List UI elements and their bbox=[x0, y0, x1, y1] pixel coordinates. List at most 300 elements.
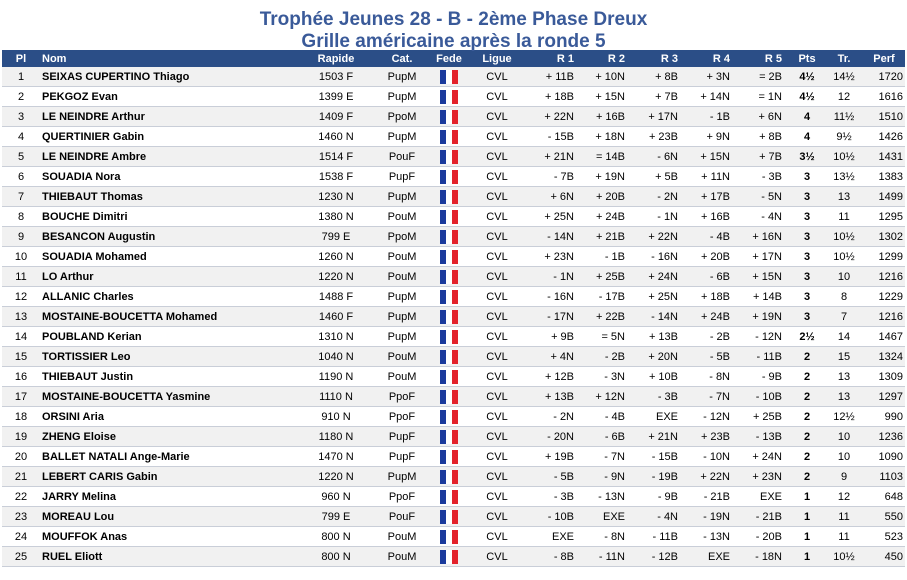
table-row bbox=[2, 467, 905, 487]
round-2-result: - 4B bbox=[581, 407, 632, 427]
player-category: PpoF bbox=[377, 487, 427, 507]
round-2-result: + 10N bbox=[581, 67, 632, 87]
round-3-result: + 17N bbox=[632, 107, 685, 127]
player-tiebreak: 10½ bbox=[825, 227, 863, 247]
player-tiebreak: 10 bbox=[825, 427, 863, 447]
player-league: CVL bbox=[471, 167, 523, 187]
col-header-rapide: Rapide bbox=[295, 50, 377, 67]
player-performance: 1236 bbox=[863, 427, 905, 447]
round-2-result: + 24B bbox=[581, 207, 632, 227]
round-3-result: + 25N bbox=[632, 287, 685, 307]
player-rank: 25 bbox=[2, 547, 40, 567]
player-federation bbox=[427, 467, 471, 487]
player-category: PouM bbox=[377, 207, 427, 227]
player-name: SOUADIA Nora bbox=[40, 167, 295, 187]
round-4-result: + 14N bbox=[685, 87, 737, 107]
player-points: 3½ bbox=[789, 147, 825, 167]
round-3-result: + 7B bbox=[632, 87, 685, 107]
round-5-result: - 3B bbox=[737, 167, 789, 187]
player-tiebreak: 13 bbox=[825, 367, 863, 387]
player-federation bbox=[427, 427, 471, 447]
player-performance: 1229 bbox=[863, 287, 905, 307]
player-category: PouM bbox=[377, 367, 427, 387]
player-points: 1 bbox=[789, 507, 825, 527]
round-4-result: - 7N bbox=[685, 387, 737, 407]
player-name: BOUCHE Dimitri bbox=[40, 207, 295, 227]
player-name: BESANCON Augustin bbox=[40, 227, 295, 247]
round-4-result: + 16B bbox=[685, 207, 737, 227]
player-points: 3 bbox=[789, 187, 825, 207]
table-row bbox=[2, 107, 905, 127]
player-federation bbox=[427, 227, 471, 247]
player-league: CVL bbox=[471, 127, 523, 147]
player-rank: 4 bbox=[2, 127, 40, 147]
player-tiebreak: 9½ bbox=[825, 127, 863, 147]
player-federation bbox=[427, 247, 471, 267]
player-rating: 1470 N bbox=[295, 447, 377, 467]
player-rating: 1180 N bbox=[295, 427, 377, 447]
player-rank: 15 bbox=[2, 347, 40, 367]
round-2-result: = 5N bbox=[581, 327, 632, 347]
player-category: PupM bbox=[377, 467, 427, 487]
player-federation bbox=[427, 327, 471, 347]
player-name: POUBLAND Kerian bbox=[40, 327, 295, 347]
round-4-result: + 18B bbox=[685, 287, 737, 307]
player-league: CVL bbox=[471, 187, 523, 207]
round-4-result: - 12N bbox=[685, 407, 737, 427]
page-subtitle: Grille américaine après la ronde 5 bbox=[301, 31, 606, 52]
round-5-result: + 8B bbox=[737, 127, 789, 147]
round-4-result: - 2B bbox=[685, 327, 737, 347]
player-tiebreak: 12½ bbox=[825, 407, 863, 427]
page-title: Trophée Jeunes 28 - B - 2ème Phase Dreux bbox=[259, 9, 648, 30]
france-flag-icon bbox=[440, 370, 458, 384]
player-points: 4 bbox=[789, 107, 825, 127]
player-federation bbox=[427, 307, 471, 327]
player-tiebreak: 10 bbox=[825, 267, 863, 287]
player-rating: 1380 N bbox=[295, 207, 377, 227]
round-5-result: = 1N bbox=[737, 87, 789, 107]
round-1-result: + 21N bbox=[523, 147, 581, 167]
player-rank: 8 bbox=[2, 207, 40, 227]
player-performance: 550 bbox=[863, 507, 905, 527]
round-1-result: + 4N bbox=[523, 347, 581, 367]
player-category: PouM bbox=[377, 527, 427, 547]
player-rank: 11 bbox=[2, 267, 40, 287]
round-2-result: = 14B bbox=[581, 147, 632, 167]
player-league: CVL bbox=[471, 247, 523, 267]
table-row bbox=[2, 407, 905, 427]
round-3-result: + 10B bbox=[632, 367, 685, 387]
player-tiebreak: 9 bbox=[825, 467, 863, 487]
player-league: CVL bbox=[471, 327, 523, 347]
player-federation bbox=[427, 347, 471, 367]
player-points: 2 bbox=[789, 367, 825, 387]
round-1-result: + 22N bbox=[523, 107, 581, 127]
round-3-result: - 19B bbox=[632, 467, 685, 487]
france-flag-icon bbox=[440, 70, 458, 84]
player-performance: 1616 bbox=[863, 87, 905, 107]
france-flag-icon bbox=[440, 250, 458, 264]
round-2-result: - 17B bbox=[581, 287, 632, 307]
player-league: CVL bbox=[471, 527, 523, 547]
round-3-result: - 1N bbox=[632, 207, 685, 227]
player-tiebreak: 8 bbox=[825, 287, 863, 307]
round-4-result: EXE bbox=[685, 547, 737, 567]
player-tiebreak: 13 bbox=[825, 187, 863, 207]
round-3-result: - 3B bbox=[632, 387, 685, 407]
france-flag-icon bbox=[440, 150, 458, 164]
player-rank: 2 bbox=[2, 87, 40, 107]
player-category: PupF bbox=[377, 427, 427, 447]
round-1-result: - 5B bbox=[523, 467, 581, 487]
player-points: 1 bbox=[789, 487, 825, 507]
player-performance: 1467 bbox=[863, 327, 905, 347]
col-header-r2: R 2 bbox=[581, 50, 632, 67]
round-1-result: + 12B bbox=[523, 367, 581, 387]
player-performance: 1309 bbox=[863, 367, 905, 387]
round-5-result: + 6N bbox=[737, 107, 789, 127]
round-3-result: EXE bbox=[632, 407, 685, 427]
round-5-result: + 25B bbox=[737, 407, 789, 427]
round-5-result: + 14B bbox=[737, 287, 789, 307]
player-rank: 10 bbox=[2, 247, 40, 267]
col-header-pts: Pts bbox=[789, 50, 825, 67]
player-league: CVL bbox=[471, 107, 523, 127]
player-tiebreak: 11½ bbox=[825, 107, 863, 127]
player-rating: 1460 N bbox=[295, 127, 377, 147]
round-1-result: - 7B bbox=[523, 167, 581, 187]
round-3-result: + 21N bbox=[632, 427, 685, 447]
player-points: 1 bbox=[789, 547, 825, 567]
player-category: PouM bbox=[377, 247, 427, 267]
round-3-result: - 2N bbox=[632, 187, 685, 207]
player-tiebreak: 13 bbox=[825, 387, 863, 407]
france-flag-icon bbox=[440, 270, 458, 284]
france-flag-icon bbox=[440, 330, 458, 344]
round-4-result: + 9N bbox=[685, 127, 737, 147]
player-category: PupM bbox=[377, 307, 427, 327]
round-2-result: + 20B bbox=[581, 187, 632, 207]
round-1-result: - 20N bbox=[523, 427, 581, 447]
player-tiebreak: 10 bbox=[825, 447, 863, 467]
table-row bbox=[2, 227, 905, 247]
col-header-tr: Tr. bbox=[825, 50, 863, 67]
player-league: CVL bbox=[471, 507, 523, 527]
round-5-result: - 10B bbox=[737, 387, 789, 407]
table-row bbox=[2, 127, 905, 147]
player-name: SOUADIA Mohamed bbox=[40, 247, 295, 267]
player-rating: 1399 E bbox=[295, 87, 377, 107]
table-row bbox=[2, 447, 905, 467]
player-league: CVL bbox=[471, 207, 523, 227]
player-rank: 7 bbox=[2, 187, 40, 207]
player-rank: 16 bbox=[2, 367, 40, 387]
player-performance: 1324 bbox=[863, 347, 905, 367]
player-rank: 17 bbox=[2, 387, 40, 407]
player-league: CVL bbox=[471, 87, 523, 107]
player-rating: 799 E bbox=[295, 227, 377, 247]
player-rank: 5 bbox=[2, 147, 40, 167]
player-points: 2 bbox=[789, 407, 825, 427]
player-performance: 1216 bbox=[863, 307, 905, 327]
player-rating: 800 N bbox=[295, 547, 377, 567]
col-header-ligue: Ligue bbox=[471, 50, 523, 67]
round-1-result: - 10B bbox=[523, 507, 581, 527]
round-1-result: - 1N bbox=[523, 267, 581, 287]
player-federation bbox=[427, 147, 471, 167]
round-3-result: - 16N bbox=[632, 247, 685, 267]
france-flag-icon bbox=[440, 230, 458, 244]
round-5-result: + 7B bbox=[737, 147, 789, 167]
france-flag-icon bbox=[440, 290, 458, 304]
round-5-result: + 17N bbox=[737, 247, 789, 267]
player-name: THIEBAUT Thomas bbox=[40, 187, 295, 207]
round-2-result: + 19N bbox=[581, 167, 632, 187]
player-performance: 1720 bbox=[863, 67, 905, 87]
round-4-result: + 11N bbox=[685, 167, 737, 187]
col-header-r3: R 3 bbox=[632, 50, 685, 67]
france-flag-icon bbox=[440, 310, 458, 324]
round-5-result: + 15N bbox=[737, 267, 789, 287]
col-header-fede: Fede bbox=[427, 50, 471, 67]
round-5-result: + 19N bbox=[737, 307, 789, 327]
standings-table bbox=[2, 50, 905, 567]
player-rank: 21 bbox=[2, 467, 40, 487]
round-4-result: - 8N bbox=[685, 367, 737, 387]
round-2-result: + 21B bbox=[581, 227, 632, 247]
player-name: QUERTINIER Gabin bbox=[40, 127, 295, 147]
col-header-perf: Perf bbox=[863, 50, 905, 67]
player-name: THIEBAUT Justin bbox=[40, 367, 295, 387]
player-rank: 3 bbox=[2, 107, 40, 127]
player-tiebreak: 11 bbox=[825, 207, 863, 227]
player-rank: 20 bbox=[2, 447, 40, 467]
round-4-result: + 22N bbox=[685, 467, 737, 487]
player-performance: 1510 bbox=[863, 107, 905, 127]
table-row bbox=[2, 487, 905, 507]
france-flag-icon bbox=[440, 410, 458, 424]
player-rating: 1190 N bbox=[295, 367, 377, 387]
player-performance: 1295 bbox=[863, 207, 905, 227]
round-1-result: + 18B bbox=[523, 87, 581, 107]
round-2-result: + 25B bbox=[581, 267, 632, 287]
round-1-result: - 15B bbox=[523, 127, 581, 147]
col-header-r4: R 4 bbox=[685, 50, 737, 67]
player-rating: 1409 F bbox=[295, 107, 377, 127]
table-row bbox=[2, 367, 905, 387]
round-5-result: - 21B bbox=[737, 507, 789, 527]
france-flag-icon bbox=[440, 450, 458, 464]
france-flag-icon bbox=[440, 430, 458, 444]
table-row bbox=[2, 527, 905, 547]
col-header-nom: Nom bbox=[40, 50, 295, 67]
player-category: PupM bbox=[377, 67, 427, 87]
player-federation bbox=[427, 387, 471, 407]
round-3-result: + 22N bbox=[632, 227, 685, 247]
player-rating: 1040 N bbox=[295, 347, 377, 367]
round-1-result: - 14N bbox=[523, 227, 581, 247]
table-row bbox=[2, 547, 905, 567]
player-rank: 23 bbox=[2, 507, 40, 527]
player-points: 2 bbox=[789, 347, 825, 367]
round-2-result: + 18N bbox=[581, 127, 632, 147]
player-performance: 1299 bbox=[863, 247, 905, 267]
player-league: CVL bbox=[471, 467, 523, 487]
round-1-result: + 6N bbox=[523, 187, 581, 207]
player-name: BALLET NATALI Ange-Marie bbox=[40, 447, 295, 467]
player-performance: 1426 bbox=[863, 127, 905, 147]
player-performance: 1302 bbox=[863, 227, 905, 247]
round-3-result: - 12B bbox=[632, 547, 685, 567]
round-1-result: + 13B bbox=[523, 387, 581, 407]
player-performance: 1431 bbox=[863, 147, 905, 167]
france-flag-icon bbox=[440, 90, 458, 104]
player-tiebreak: 7 bbox=[825, 307, 863, 327]
round-3-result: - 14N bbox=[632, 307, 685, 327]
player-category: PupF bbox=[377, 447, 427, 467]
player-rating: 1460 F bbox=[295, 307, 377, 327]
player-league: CVL bbox=[471, 307, 523, 327]
player-federation bbox=[427, 487, 471, 507]
france-flag-icon bbox=[440, 390, 458, 404]
player-league: CVL bbox=[471, 287, 523, 307]
player-category: PpoM bbox=[377, 227, 427, 247]
round-1-result: + 25N bbox=[523, 207, 581, 227]
round-1-result: + 11B bbox=[523, 67, 581, 87]
round-4-result: - 4B bbox=[685, 227, 737, 247]
col-header-r5: R 5 bbox=[737, 50, 789, 67]
round-4-result: - 19N bbox=[685, 507, 737, 527]
player-points: 4½ bbox=[789, 67, 825, 87]
table-row bbox=[2, 167, 905, 187]
player-rank: 19 bbox=[2, 427, 40, 447]
player-name: JARRY Melina bbox=[40, 487, 295, 507]
player-tiebreak: 15 bbox=[825, 347, 863, 367]
player-name: MOUFFOK Anas bbox=[40, 527, 295, 547]
player-name: ORSINI Aria bbox=[40, 407, 295, 427]
player-rating: 1230 N bbox=[295, 187, 377, 207]
round-5-result: + 16N bbox=[737, 227, 789, 247]
player-rating: 1220 N bbox=[295, 267, 377, 287]
france-flag-icon bbox=[440, 350, 458, 364]
round-2-result: + 15N bbox=[581, 87, 632, 107]
france-flag-icon bbox=[440, 470, 458, 484]
player-tiebreak: 10½ bbox=[825, 547, 863, 567]
round-2-result: + 16B bbox=[581, 107, 632, 127]
player-name: MOREAU Lou bbox=[40, 507, 295, 527]
round-1-result: - 8B bbox=[523, 547, 581, 567]
table-row bbox=[2, 287, 905, 307]
player-points: 3 bbox=[789, 167, 825, 187]
player-rating: 960 N bbox=[295, 487, 377, 507]
player-points: 3 bbox=[789, 247, 825, 267]
player-federation bbox=[427, 407, 471, 427]
player-federation bbox=[427, 107, 471, 127]
france-flag-icon bbox=[440, 490, 458, 504]
player-points: 2 bbox=[789, 467, 825, 487]
france-flag-icon bbox=[440, 550, 458, 564]
round-5-result: + 23N bbox=[737, 467, 789, 487]
round-5-result: - 9B bbox=[737, 367, 789, 387]
round-3-result: + 5B bbox=[632, 167, 685, 187]
table-row bbox=[2, 267, 905, 287]
round-4-result: - 13N bbox=[685, 527, 737, 547]
player-federation bbox=[427, 127, 471, 147]
player-federation bbox=[427, 167, 471, 187]
player-name: TORTISSIER Leo bbox=[40, 347, 295, 367]
player-rank: 14 bbox=[2, 327, 40, 347]
round-4-result: + 17B bbox=[685, 187, 737, 207]
player-tiebreak: 10½ bbox=[825, 247, 863, 267]
player-points: 2 bbox=[789, 447, 825, 467]
player-category: PupM bbox=[377, 327, 427, 347]
player-name: ALLANIC Charles bbox=[40, 287, 295, 307]
player-rating: 1503 F bbox=[295, 67, 377, 87]
player-tiebreak: 11 bbox=[825, 527, 863, 547]
france-flag-icon bbox=[440, 510, 458, 524]
player-league: CVL bbox=[471, 387, 523, 407]
player-name: SEIXAS CUPERTINO Thiago bbox=[40, 67, 295, 87]
round-5-result: - 12N bbox=[737, 327, 789, 347]
col-header-pl: Pl bbox=[2, 50, 40, 67]
player-performance: 523 bbox=[863, 527, 905, 547]
player-tiebreak: 11 bbox=[825, 507, 863, 527]
player-rating: 1310 N bbox=[295, 327, 377, 347]
player-league: CVL bbox=[471, 347, 523, 367]
round-5-result: = 2B bbox=[737, 67, 789, 87]
player-name: RUEL Eliott bbox=[40, 547, 295, 567]
table-row bbox=[2, 307, 905, 327]
player-federation bbox=[427, 267, 471, 287]
round-1-result: EXE bbox=[523, 527, 581, 547]
round-2-result: - 2B bbox=[581, 347, 632, 367]
round-2-result: - 8N bbox=[581, 527, 632, 547]
player-category: PouM bbox=[377, 347, 427, 367]
player-category: PupM bbox=[377, 127, 427, 147]
table-row bbox=[2, 147, 905, 167]
player-performance: 1090 bbox=[863, 447, 905, 467]
player-name: LE NEINDRE Arthur bbox=[40, 107, 295, 127]
player-points: 3 bbox=[789, 307, 825, 327]
table-row bbox=[2, 247, 905, 267]
player-category: PpoF bbox=[377, 387, 427, 407]
player-name: ZHENG Eloise bbox=[40, 427, 295, 447]
player-federation bbox=[427, 367, 471, 387]
player-category: PupM bbox=[377, 187, 427, 207]
player-rank: 12 bbox=[2, 287, 40, 307]
round-4-result: + 20B bbox=[685, 247, 737, 267]
round-4-result: + 23B bbox=[685, 427, 737, 447]
player-rating: 799 E bbox=[295, 507, 377, 527]
player-points: 3 bbox=[789, 267, 825, 287]
player-performance: 450 bbox=[863, 547, 905, 567]
round-1-result: + 23N bbox=[523, 247, 581, 267]
player-federation bbox=[427, 287, 471, 307]
player-rating: 1260 N bbox=[295, 247, 377, 267]
player-category: PouM bbox=[377, 547, 427, 567]
player-tiebreak: 12 bbox=[825, 487, 863, 507]
round-3-result: - 11B bbox=[632, 527, 685, 547]
player-name: MOSTAINE-BOUCETTA Mohamed bbox=[40, 307, 295, 327]
player-tiebreak: 14½ bbox=[825, 67, 863, 87]
player-league: CVL bbox=[471, 547, 523, 567]
col-header-cat: Cat. bbox=[377, 50, 427, 67]
player-category: PupM bbox=[377, 287, 427, 307]
player-performance: 1297 bbox=[863, 387, 905, 407]
player-category: PupF bbox=[377, 167, 427, 187]
player-performance: 1499 bbox=[863, 187, 905, 207]
